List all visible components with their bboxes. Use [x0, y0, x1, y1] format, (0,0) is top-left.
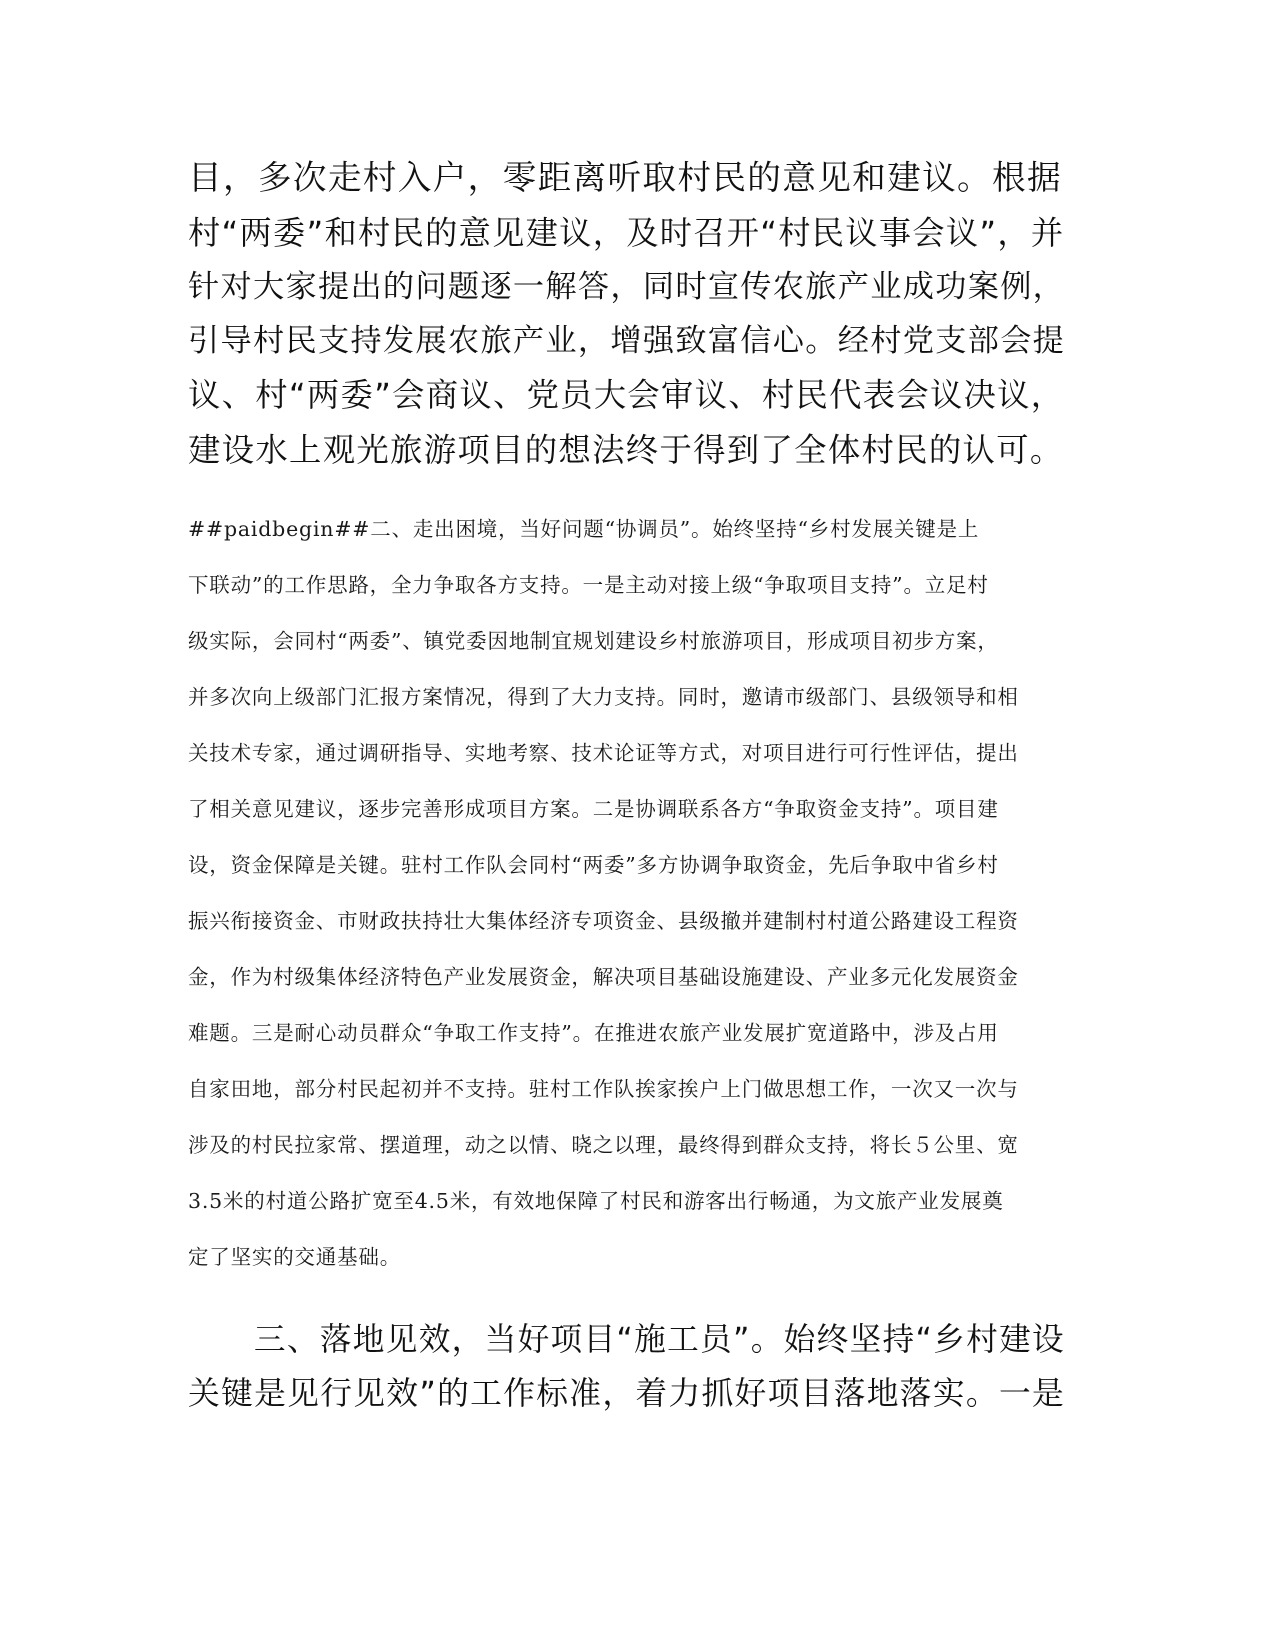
- section1-line-2: 村“两委”和村民的意见建议，及时召开“村民议事会议”，并: [188, 214, 1065, 252]
- section2-line-14: 定了坚实的交通基础。: [188, 1245, 401, 1269]
- section2-line-11: 自家田地，部分村民起初并不支持。驻村工作队挨家挨户上门做思想工作，一次又一次与: [188, 1077, 1019, 1101]
- section2-line-7: 设，资金保障是关键。驻村工作队会同村“两委”多方协调争取资金，先后争取中省乡村: [188, 853, 999, 877]
- section2-line-5: 关技术专家，通过调研指导、实地考察、技术论证等方式，对项目进行可行性评估，提出: [188, 741, 1019, 765]
- section1-line-4: 引导村民支持发展农旅产业，增强致富信心。经村党支部会提: [188, 323, 1066, 359]
- section2-line-10: 难题。三是耐心动员群众“争取工作支持”。在推进农旅产业发展扩宽道路中，涉及占用: [188, 1021, 999, 1045]
- section2-line-13: 3.5米的村道公路扩宽至4.5米，有效地保障了村民和游客出行畅通，为文旅产业发展奠: [188, 1189, 1004, 1213]
- section1-line-3: 针对大家提出的问题逐一解答，同时宣传农旅产业成功案例，: [188, 269, 1066, 305]
- section3-line-2: 关键是见行见效”的工作标准，着力抓好项目落地落实。一是: [188, 1376, 1066, 1412]
- section1-line-5: 议、村“两委”会商议、党员大会审议、村民代表会议决议，: [188, 376, 1065, 414]
- section2-line-2: 下联动”的工作思路，全力争取各方支持。一是主动对接上级“争取项目支持”。立足村: [188, 573, 989, 597]
- section2-line-12: 涉及的村民拉家常、摆道理，动之以情、晓之以理，最终得到群众支持，将长５公里、宽: [188, 1133, 1019, 1157]
- section2-line-8: 振兴衔接资金、市财政扶持壮大集体经济专项资金、县级撤并建制村村道公路建设工程资: [188, 909, 1019, 933]
- section2-line-3: 级实际，会同村“两委”、镇党委因地制宜规划建设乡村旅游项目，形成项目初步方案，: [188, 629, 999, 653]
- section2-line-9: 金，作为村级集体经济特色产业发展资金，解决项目基础设施建设、产业多元化发展资金: [188, 965, 1019, 989]
- section2-line-1: ##paidbegin##二、走出困境，当好问题“协调员”。始终坚持“乡村发展关键是上: [188, 517, 980, 541]
- section1-line-6: 建设水上观光旅游项目的想法终于得到了全体村民的认可。: [188, 431, 1064, 469]
- section3-line-1: 三、落地见效，当好项目“施工员”。始终坚持“乡村建设: [188, 1322, 1066, 1358]
- section2-line-6: 了相关意见建议，逐步完善形成项目方案。二是协调联系各方“争取资金支持”。项目建: [188, 797, 999, 821]
- section2-line-4: 并多次向上级部门汇报方案情况，得到了大力支持。同时，邀请市级部门、县级领导和相: [188, 685, 1019, 709]
- section1-line-1: 目，多次走村入户，零距离听取村民的意见和建议。根据: [188, 158, 1062, 197]
